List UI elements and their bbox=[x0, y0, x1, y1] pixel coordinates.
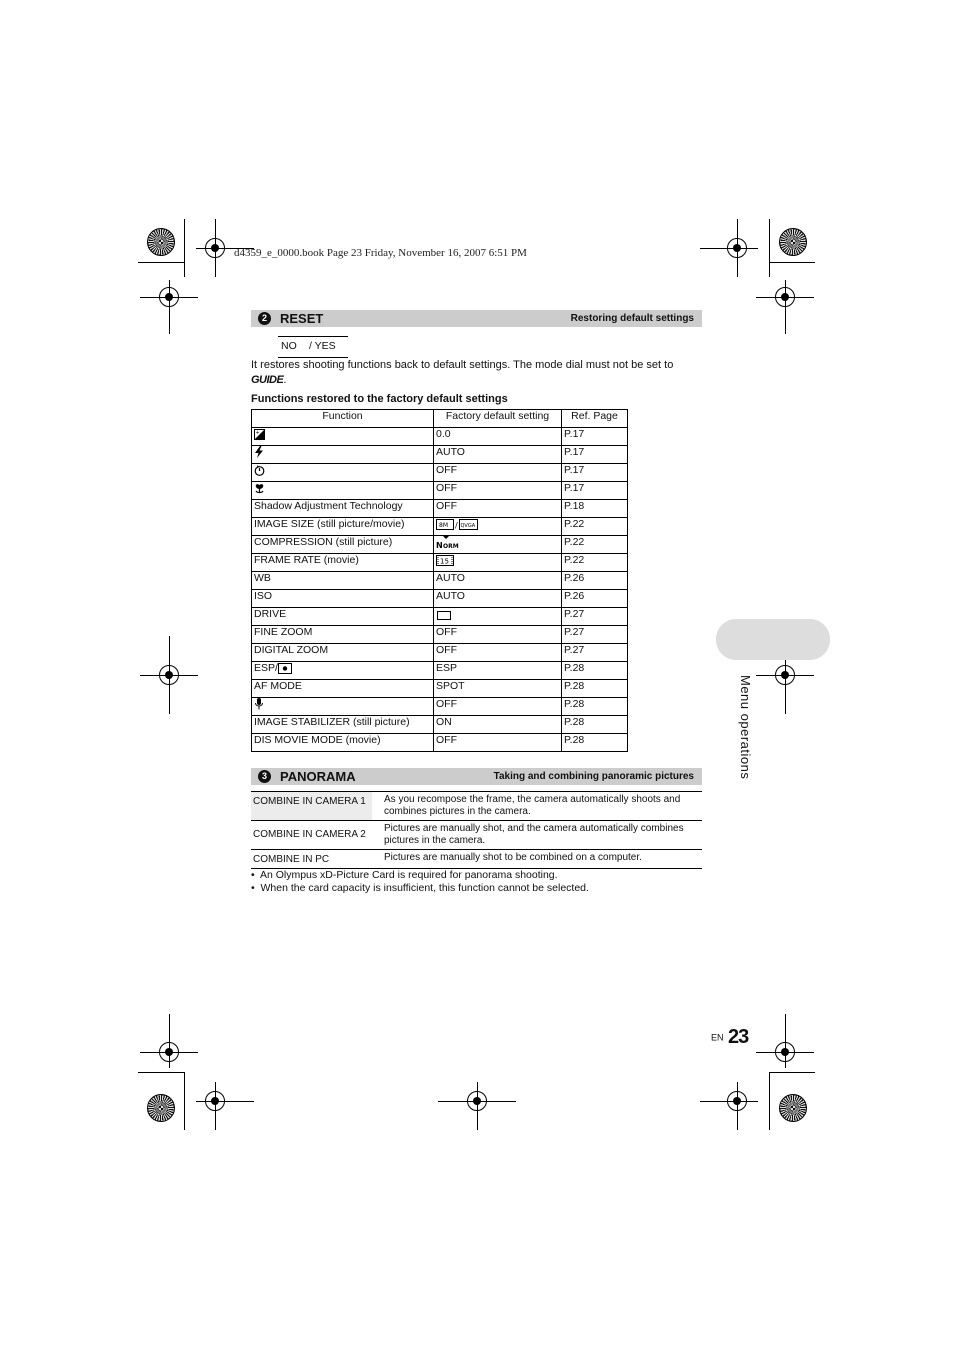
panorama-section-bar bbox=[251, 768, 702, 785]
page-number-block bbox=[711, 1026, 748, 1049]
macro-icon bbox=[254, 483, 265, 494]
table-row: ESP/ ESP P.28 bbox=[252, 662, 628, 680]
language-code: EN bbox=[711, 1032, 724, 1043]
table-row: AUTO P.17 bbox=[252, 446, 628, 464]
option-no: NO bbox=[281, 340, 297, 352]
table-row: COMBINE IN CAMERA 1 As you recompose the frame, the camera automatically shoots and combines pictures in the camera. bbox=[251, 792, 702, 821]
svg-text:+: + bbox=[255, 429, 260, 436]
guide-mode-label: GUIDE bbox=[251, 374, 284, 386]
section-subtitle: Restoring default settings bbox=[570, 313, 694, 324]
registration-target-icon bbox=[727, 238, 747, 258]
table-row: IMAGE STABILIZER (still picture) ON P.28 bbox=[252, 716, 628, 734]
section-number-badge: 3 bbox=[258, 770, 271, 783]
panorama-notes bbox=[251, 869, 702, 894]
registration-target-icon bbox=[467, 1091, 487, 1111]
table-row: IMAGE SIZE (still picture/movie) 8M / QVGA P.22 bbox=[252, 518, 628, 536]
reset-section-bar bbox=[251, 310, 702, 327]
svg-text:N: N bbox=[436, 541, 443, 550]
registration-target-icon bbox=[775, 665, 795, 685]
table-row: FINE ZOOM OFF P.27 bbox=[252, 626, 628, 644]
registration-starburst-icon bbox=[779, 1094, 807, 1122]
frame-rate-15-icon bbox=[436, 555, 454, 566]
table-row: DIS MOVIE MODE (movie) OFF P.28 bbox=[252, 734, 628, 752]
registration-target-icon bbox=[727, 1091, 747, 1111]
reset-description: It restores shooting functions back to default settings. The mode dial must not be set to GUIDE. bbox=[251, 359, 674, 386]
table-row: DIGITAL ZOOM OFF P.27 bbox=[252, 644, 628, 662]
microphone-icon bbox=[254, 698, 264, 710]
registration-target-icon bbox=[775, 1042, 795, 1062]
table-row: Shadow Adjustment Technology OFF P.18 bbox=[252, 500, 628, 518]
list-item: • When the card capacity is insufficient, this function cannot be selected. bbox=[251, 881, 589, 894]
page-number: 23 bbox=[727, 1026, 749, 1048]
table-row: + 0.0 P.17 bbox=[252, 428, 628, 446]
section-subtitle: Taking and combining panoramic pictures bbox=[493, 771, 694, 782]
compression-normal-icon bbox=[436, 536, 459, 550]
registration-target-icon bbox=[159, 287, 179, 307]
table-row: OFF P.17 bbox=[252, 464, 628, 482]
registration-target-icon bbox=[159, 665, 179, 685]
registration-target-icon bbox=[775, 287, 795, 307]
table-row: WB AUTO P.26 bbox=[252, 572, 628, 590]
table-row: COMPRESSION (still picture) N ORM P.22 bbox=[252, 536, 628, 554]
table-row: DRIVE P.27 bbox=[252, 608, 628, 626]
self-timer-icon bbox=[254, 465, 265, 476]
section-title: RESET bbox=[280, 311, 324, 326]
reset-options bbox=[278, 336, 348, 358]
image-size-icon bbox=[436, 518, 478, 530]
list-item: • An Olympus xD-Picture Card is required for panorama shooting. bbox=[251, 869, 558, 881]
svg-text:ORM: ORM bbox=[443, 543, 459, 550]
registration-target-icon bbox=[205, 238, 225, 258]
table-row: COMBINE IN CAMERA 2 Pictures are manually shot, and the camera automatically combines pictures in the camera. bbox=[251, 821, 702, 850]
single-drive-icon bbox=[436, 609, 452, 620]
flash-icon bbox=[254, 446, 264, 458]
table-row: ISO AUTO P.26 bbox=[252, 590, 628, 608]
chapter-tab-label: Menu operations bbox=[738, 675, 753, 780]
spot-metering-icon bbox=[278, 663, 292, 674]
table-header-row bbox=[252, 410, 628, 428]
print-header: d4359_e_0000.book Page 23 Friday, November 16, 2007 6:51 PM bbox=[234, 247, 527, 259]
option-yes: / YES bbox=[309, 340, 336, 352]
column-header: Ref. Page bbox=[562, 410, 628, 428]
panorama-options-table bbox=[251, 791, 702, 869]
registration-target-icon bbox=[205, 1091, 225, 1111]
svg-text:/: / bbox=[455, 521, 458, 531]
reset-defaults-table bbox=[251, 409, 628, 752]
table-row: AF MODE SPOT P.28 bbox=[252, 680, 628, 698]
svg-text:15: 15 bbox=[440, 557, 449, 566]
table-row: OFF P.17 bbox=[252, 482, 628, 500]
table-row: COMBINE IN PC Pictures are manually shot to be combined on a computer. bbox=[251, 850, 702, 869]
registration-starburst-icon bbox=[147, 228, 175, 256]
section-number-badge: 2 bbox=[258, 312, 271, 325]
table-caption: Functions restored to the factory default settings bbox=[251, 393, 508, 405]
svg-text:8M: 8M bbox=[439, 522, 448, 530]
column-header: Function bbox=[252, 410, 434, 428]
svg-text:QVGA: QVGA bbox=[460, 523, 476, 530]
chapter-tab bbox=[716, 619, 830, 660]
table-row: FRAME RATE (movie) 15 P.22 bbox=[252, 554, 628, 572]
exposure-compensation-icon bbox=[254, 429, 265, 440]
registration-target-icon bbox=[159, 1042, 179, 1062]
registration-starburst-icon bbox=[147, 1094, 175, 1122]
section-title: PANORAMA bbox=[280, 769, 356, 784]
table-row: OFF P.28 bbox=[252, 698, 628, 716]
column-header: Factory default setting bbox=[434, 410, 562, 428]
registration-starburst-icon bbox=[779, 228, 807, 256]
